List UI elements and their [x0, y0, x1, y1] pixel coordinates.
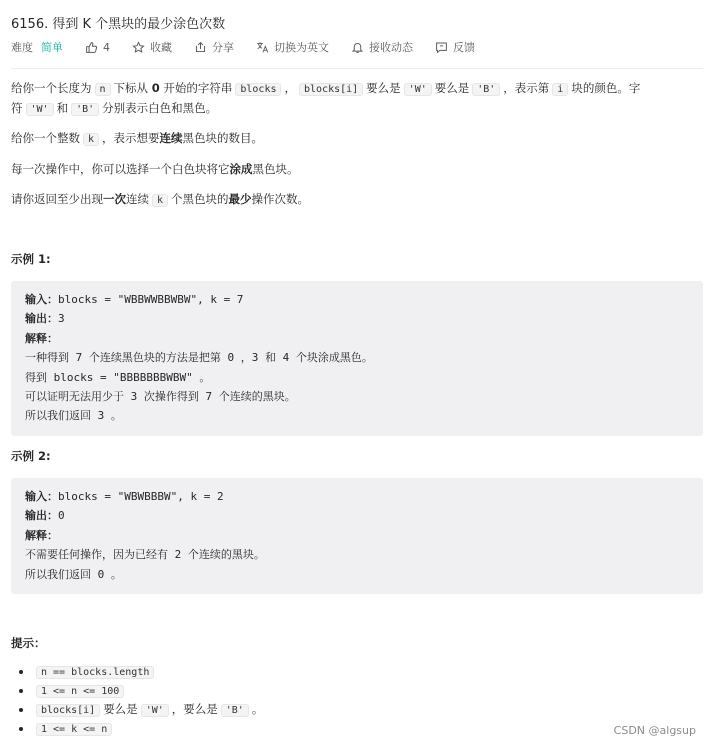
- example-1-line: 所以我们返回 3 。: [25, 409, 122, 423]
- header-divider: [11, 68, 703, 69]
- star-icon: [132, 41, 145, 54]
- hints-heading: 提示：: [11, 636, 46, 650]
- favorite-label: 收藏: [150, 41, 172, 54]
- bell-icon: [351, 41, 364, 54]
- example-2-input-label: 输入：: [25, 490, 58, 503]
- translate-icon: [256, 41, 269, 54]
- example-2-heading: 示例 2:: [11, 449, 51, 463]
- example-2-line: 所以我们返回 0 。: [25, 567, 122, 581]
- hint-item: • 1 <= n <= 100: [33, 681, 263, 700]
- switch-language-button[interactable]: [256, 39, 329, 55]
- difficulty-badge: 简单: [41, 41, 63, 54]
- example-1-heading: 示例 1:: [11, 252, 51, 266]
- example-1-explain-label: 解释：: [25, 331, 58, 345]
- example-1-line: 可以证明无法用少于 3 次操作得到 7 个连续的黑块。: [25, 390, 296, 404]
- example-2-box: [11, 478, 703, 594]
- watermark: CSDN @algsup: [613, 724, 696, 737]
- switch-language-label: 切换为英文: [274, 41, 329, 54]
- hint-item: • blocks[i] 要么是 'W' ，要么是 'B' 。: [33, 700, 263, 719]
- share-button[interactable]: [194, 39, 234, 55]
- share-icon: [194, 41, 207, 54]
- example-1-input: blocks = "WBBWWBBWBW", k = 7: [58, 293, 244, 306]
- example-2-line: 不需要任何操作，因为已经有 2 个连续的黑块。: [25, 548, 265, 562]
- like-count: 4: [103, 40, 110, 54]
- example-1-output: 3: [58, 312, 65, 326]
- notifications-label: 接收动态: [369, 41, 413, 54]
- problem-toolbar: [11, 39, 497, 55]
- thumb-up-icon: [85, 41, 98, 54]
- hints-list: [11, 662, 263, 738]
- feedback-icon: [435, 41, 448, 54]
- example-1-input-label: 输入：: [25, 293, 58, 306]
- share-label: 分享: [212, 41, 234, 54]
- notifications-button[interactable]: [351, 39, 413, 55]
- hint-item: • 1 <= k <= n: [33, 719, 263, 738]
- feedback-label: 反馈: [453, 41, 475, 54]
- description-paragraph-1: 给你一个长度为 n 下标从 0 开始的字符串 blocks ， blocks[i] 要么是 'W' 要么是 'B' ，表示第 i 块的颜色。字符 'W' 和 'B' 分别表示白色和黑色。: [11, 81, 641, 115]
- example-2-output-label: 输出：: [25, 509, 58, 523]
- example-2-explain-label: 解释：: [25, 528, 58, 542]
- example-2-input: blocks = "WBWBBBW", k = 2: [58, 490, 224, 503]
- description-paragraph-3: 每一次操作中，你可以选择一个白色块将它涂成黑色块。: [11, 162, 299, 176]
- example-1-line: 一种得到 7 个连续黑色块的方法是把第 0 ，3 和 4 个块涂成黑色。: [25, 351, 373, 365]
- example-2-output: 0: [58, 509, 65, 523]
- description-paragraph-2: 给你一个整数 k ，表示想要连续黑色块的数目。: [11, 131, 264, 145]
- like-button[interactable]: [85, 41, 110, 54]
- hint-item: • n == blocks.length: [33, 662, 263, 681]
- description-paragraph-4: 请你返回至少出现一次连续 k 个黑色块的最少操作次数。: [11, 192, 310, 206]
- difficulty-label: 难度: [11, 41, 33, 54]
- problem-title: 6156. 得到 K 个黑块的最少涂色次数: [11, 17, 226, 32]
- feedback-button[interactable]: [435, 39, 475, 55]
- example-1-output-label: 输出：: [25, 312, 58, 326]
- example-1-box: [11, 281, 703, 436]
- favorite-button[interactable]: [132, 39, 172, 55]
- example-1-line: 得到 blocks = "BBBBBBBWBW" 。: [25, 370, 211, 384]
